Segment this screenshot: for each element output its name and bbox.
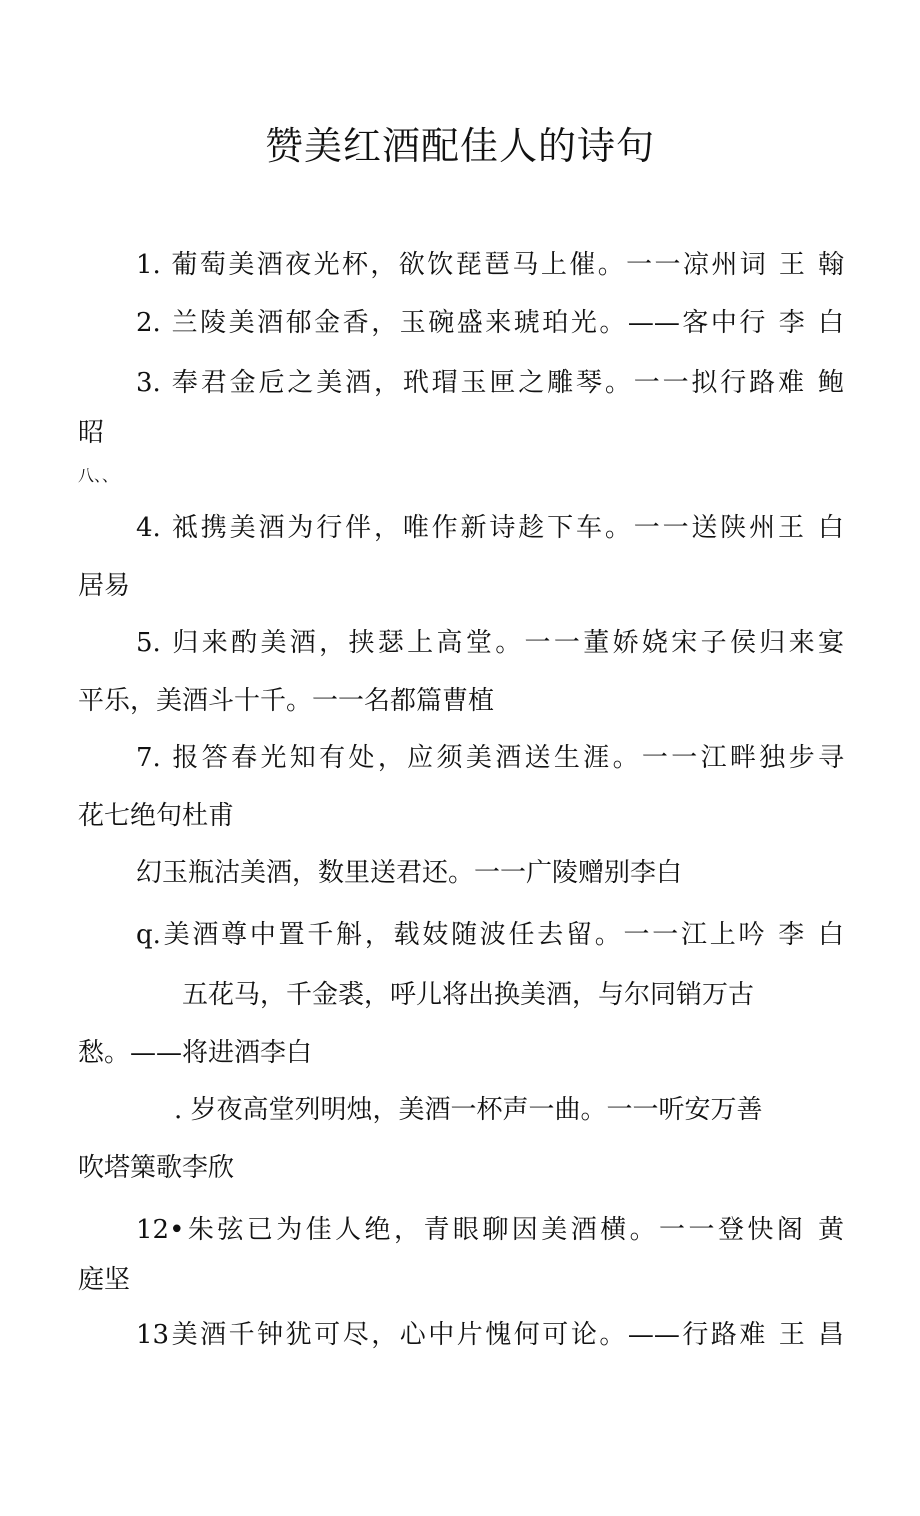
text-line: 2. 兰陵美酒郁金香，玉碗盛来琥珀光。——客中行 李 白 bbox=[136, 308, 844, 338]
stray-mark: 八、、 bbox=[78, 466, 119, 485]
text-line: 3. 奉君金卮之美酒，玳瑁玉匣之雕琴。一一拟行路难 鲍 bbox=[136, 368, 844, 398]
text-line: 花七绝句杜甫 bbox=[78, 801, 235, 831]
text-line: 7. 报答春光知有处，应须美酒送生涯。一一江畔独步寻 bbox=[136, 743, 844, 773]
text-line: 5. 归来酌美酒，挟瑟上高堂。一一董娇娆宋子侯归来宴 bbox=[136, 628, 844, 658]
poem-line-13 bbox=[78, 1306, 844, 1364]
text-line: . 岁夜高堂列明烛，美酒一杯声一曲。一一听安万善 bbox=[174, 1095, 763, 1125]
poem-line-3 bbox=[78, 358, 844, 458]
poem-line-11 bbox=[78, 1081, 844, 1197]
text-line: 五花马，千金裘，呼儿将出换美酒，与尔同销万古 bbox=[182, 980, 755, 1010]
poem-line-8 bbox=[78, 844, 844, 902]
poem-line-12 bbox=[78, 1205, 844, 1305]
poem-line-9 bbox=[78, 906, 844, 964]
text-line: 平乐，美酒斗十千。一一名都篇曹植 bbox=[78, 686, 495, 716]
text-line: 居易 bbox=[78, 571, 131, 601]
text-line: 幻玉瓶沽美酒，数里送君还。一一广陵赠别李白 bbox=[136, 858, 683, 888]
text-line: 庭坚 bbox=[78, 1265, 131, 1295]
text-line: 昭 bbox=[78, 418, 105, 448]
document-title: 赞美红酒配佳人的诗句 bbox=[264, 124, 655, 168]
poem-line-5 bbox=[78, 614, 844, 730]
poem-line-10 bbox=[78, 966, 844, 1082]
text-line: 1. 葡萄美酒夜光杯，欲饮琵琶马上催。一一凉州词 王 翰 bbox=[136, 250, 844, 280]
poem-line-2 bbox=[78, 294, 844, 352]
text-line: 12•朱弦已为佳人绝，青眼聊因美酒横。一一登快阁 黄 bbox=[136, 1215, 844, 1245]
text-line: 4. 祗携美酒为行伴，唯作新诗趁下车。一一送陕州王 白 bbox=[136, 513, 844, 543]
text-line: 愁。——将进酒李白 bbox=[78, 1038, 313, 1068]
poem-line-1 bbox=[78, 236, 844, 294]
text-line: 13美酒千钟犹可尽，心中片愧何可论。——行路难 王 昌 bbox=[136, 1320, 844, 1350]
poem-line-4 bbox=[78, 499, 844, 615]
text-line: 吹塔篥歌李欣 bbox=[78, 1153, 235, 1183]
poem-line-7 bbox=[78, 729, 844, 845]
text-line: q.美酒尊中置千斛，载妓随波任去留。一一江上吟 李 白 bbox=[136, 920, 844, 950]
